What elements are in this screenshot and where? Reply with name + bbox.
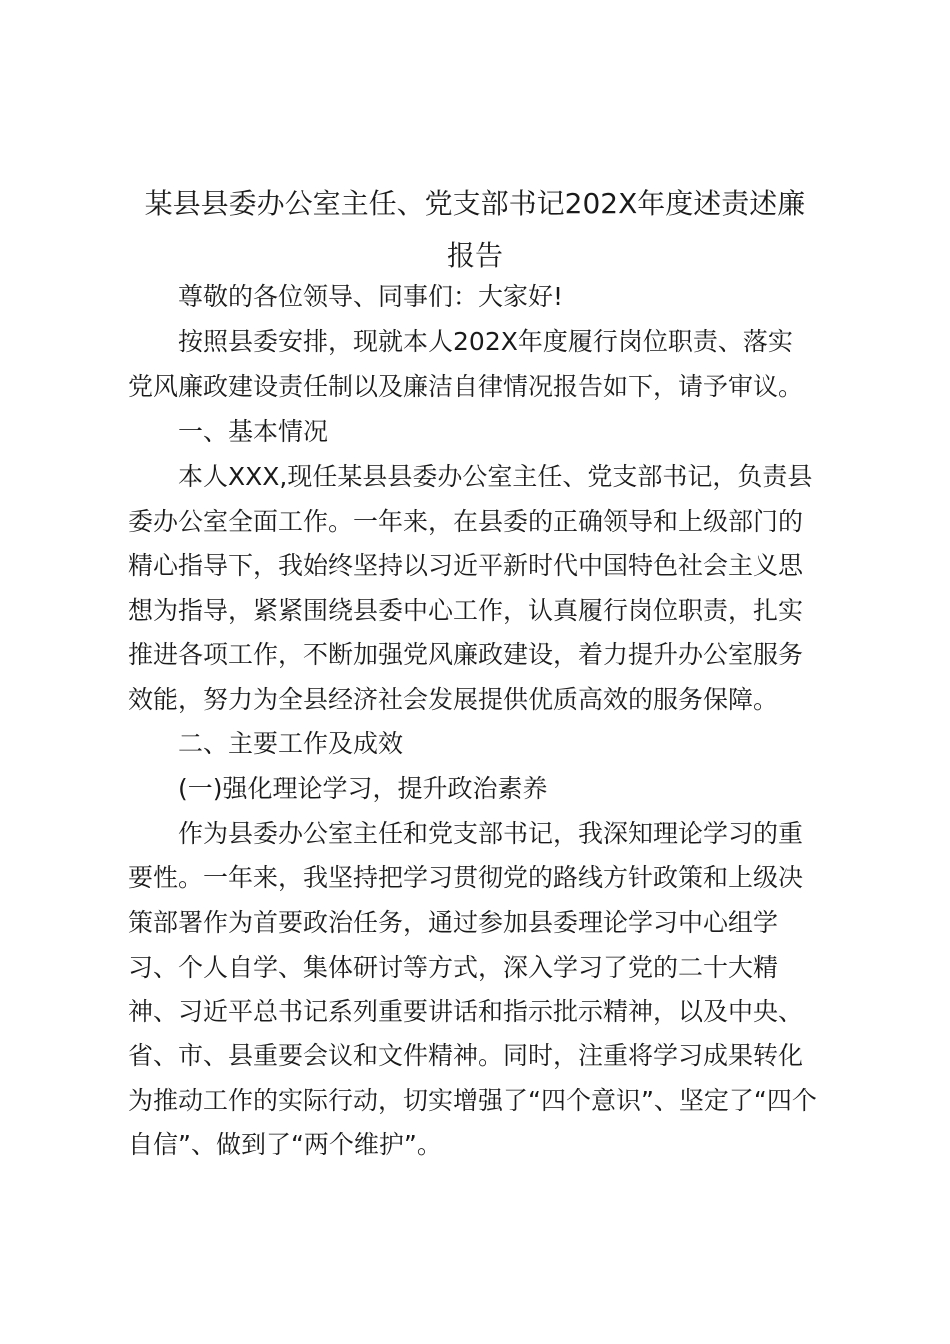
body-line: 效能，努力为全县经济社会发展提供优质高效的服务保障。	[128, 685, 779, 714]
body-line: 策部署作为首要政治任务，通过参加县委理论学习中心组学	[128, 908, 779, 937]
body-line: 要性。一年来，我坚持把学习贯彻党的路线方针政策和上级决	[128, 863, 804, 892]
body-line: 习、个人自学、集体研讨等方式，深入学习了党的二十大精	[128, 953, 779, 982]
body-line: 省、市、县重要会议和文件精神。同时，注重将学习成果转化	[128, 1041, 804, 1070]
body-line: 按照县委安排，现就本人202X年度履行岗位职责、落实	[178, 327, 793, 356]
body-line: 精心指导下，我始终坚持以习近平新时代中国特色社会主义思	[128, 551, 804, 580]
body-line: 想为指导，紧紧围绕县委中心工作，认真履行岗位职责，扎实	[128, 596, 804, 625]
body-line: 党风廉政建设责任制以及廉洁自律情况报告如下，请予审议。	[128, 372, 804, 401]
body-line: 本人XXX,现任某县县委办公室主任、党支部书记，负责县	[178, 462, 813, 491]
body-line: 为推动工作的实际行动，切实增强了“四个意识”、坚定了“四个	[128, 1086, 817, 1115]
salutation-line: 尊敬的各位领导、同事们：大家好!	[178, 282, 564, 311]
document-title: 某县县委办公室主任、党支部书记202X年度述责述廉 报告	[144, 187, 806, 272]
body-line: 自信”、做到了“两个维护”。	[128, 1130, 442, 1159]
subsection-heading: (一)强化理论学习，提升政治素养	[178, 774, 548, 803]
section-heading: 一、基本情况	[178, 417, 329, 446]
body-line: 作为县委办公室主任和党支部书记，我深知理论学习的重	[178, 819, 804, 848]
section-heading: 二、主要工作及成效	[178, 729, 404, 758]
body-line: 推进各项工作，不断加强党风廉政建设，着力提升办公室服务	[128, 640, 804, 669]
body-line: 神、习近平总书记系列重要讲话和指示批示精神，以及中央、	[128, 997, 804, 1026]
body-line: 委办公室全面工作。一年来，在县委的正确领导和上级部门的	[128, 507, 804, 536]
